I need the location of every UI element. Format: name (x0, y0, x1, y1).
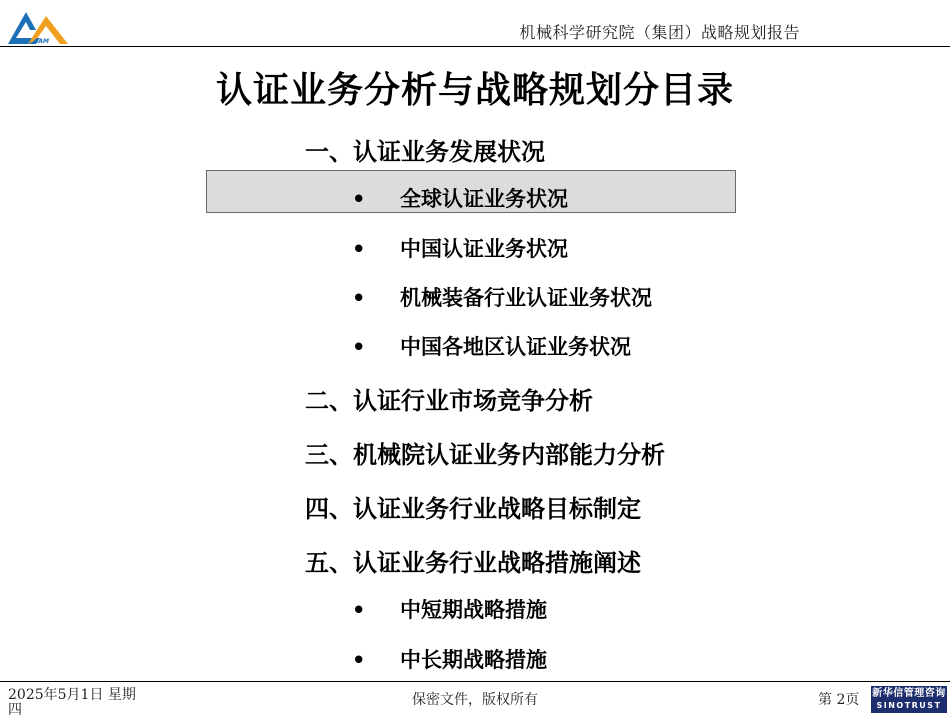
page-title: 认证业务分析与战略规划分目录 (215, 70, 734, 111)
toc-item-label: 中长期战略措施 (400, 648, 547, 672)
toc-item-short-term[interactable] (352, 594, 547, 624)
report-title: 机械科学研究院（集团）战略规划报告 (519, 23, 800, 42)
footer-date-line2: 四 (8, 702, 22, 718)
logo-text: CAM (34, 38, 50, 45)
toc-item-label: 中国各地区认证业务状况 (400, 335, 631, 359)
brand-en: SINOTRUST (876, 701, 942, 710)
page-number: 第 2页 (818, 692, 860, 708)
toc-item-china[interactable] (352, 233, 568, 263)
toc-section-1[interactable]: 一、认证业务发展状况 (305, 138, 545, 166)
bullet-icon: • (352, 598, 366, 622)
toc-item-label: 机械装备行业认证业务状况 (400, 286, 652, 310)
bullet-icon: • (352, 286, 366, 310)
toc-item-regions[interactable] (352, 331, 631, 361)
toc-item-label: 中国认证业务状况 (400, 237, 568, 261)
brand-cn: 新华信管理咨询 (872, 688, 946, 699)
toc-item-label: 中短期战略措施 (400, 598, 547, 622)
toc-item-label: 全球认证业务状况 (400, 187, 568, 211)
bullet-icon: • (352, 187, 366, 211)
toc-section-5[interactable]: 五、认证业务行业战略措施阐述 (305, 549, 641, 577)
footer-divider (0, 681, 950, 682)
bullet-icon: • (352, 237, 366, 261)
bullet-icon: • (352, 648, 366, 672)
footer-date-line1: 2025年5月1日 星期 (8, 687, 136, 703)
toc-item-global[interactable] (352, 183, 568, 213)
toc-section-3[interactable]: 三、机械院认证业务内部能力分析 (305, 441, 665, 469)
toc-section-4[interactable]: 四、认证业务行业战略目标制定 (305, 495, 641, 523)
toc-section-2[interactable]: 二、认证行业市场竞争分析 (305, 387, 593, 415)
confidential-notice: 保密文件，版权所有 (412, 692, 538, 708)
sinotrust-logo (871, 686, 947, 713)
toc-item-machinery[interactable] (352, 282, 652, 312)
bullet-icon: • (352, 335, 366, 359)
toc-item-long-term[interactable] (352, 644, 547, 674)
